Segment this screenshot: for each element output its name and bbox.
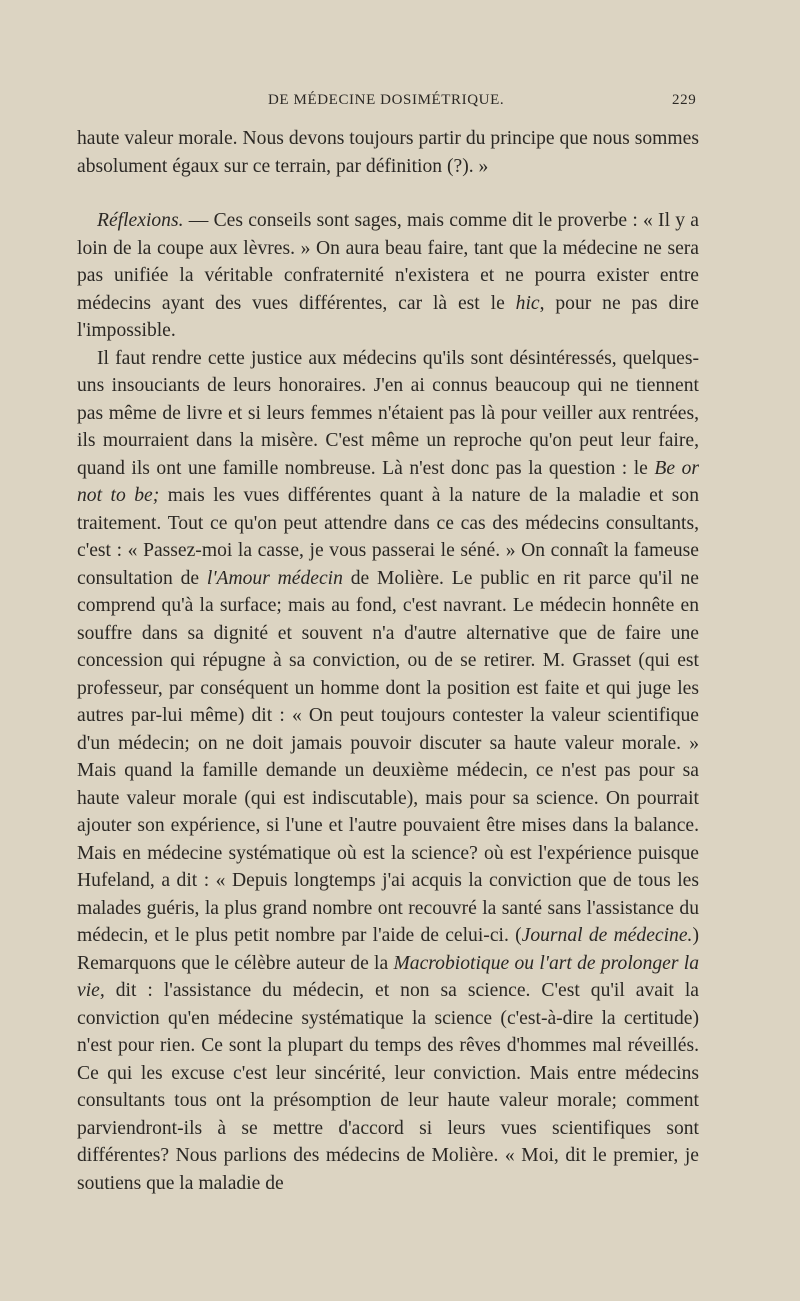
body-text <box>77 125 699 1197</box>
paragraph-gap <box>77 180 699 207</box>
text-run: Il faut rendre cette justice aux médecins qu'ils sont désintéressés, quelques-uns insouciants de leurs honoraires. J'en ai connus beaucoup qui ne tiennent pas même de livre et si leurs femmes n'étaient pas là pour veiller aux rentrées, ils mourraient dans la misère. C'est même un reproche qu'on peut leur faire, quand ils ont une famille nombreuse. Là n'est donc pas la question : le <box>77 347 699 479</box>
page-number: 229 <box>672 92 697 108</box>
italic-journal: Journal de médecine. <box>521 925 693 946</box>
text-run: de Molière. Le public en rit parce qu'il ne comprend qu'à la surface; mais au fond, c'est navrant. Le médecin honnête en souffre dans sa dignité et souvent n'a d'autre alternative que de faire une concession qui répugne à sa conviction, ou de se retirer. M. Grasset (qui est professeur, par conséquent un homme dont la position est faite et qui juge les autres par-lui même) dit : « On peut toujours contester la valeur scientifique d'un médecin; on ne doit jamais pouvoir discuter sa haute valeur morale. » Mais quand la famille demande un deuxième médecin, ce n'est pas pour sa haute valeur morale (qui est indiscutable), mais pour sa science. On pourrait ajouter son expérience, si l'une et l'autre pouvaient être mises dans la balance. Mais en médecine systématique où est la science? où est l'expérience puisque Hufeland, a dit : « Depuis longtemps j'ai acquis la conviction que de tous les malades guéris, la plus grand nombre ont recouvré la santé sans l'assistance du médecin, et le plus petit nombre par l'aide de celui-ci. ( <box>77 567 700 946</box>
reflexions-label: Réflexions. <box>97 210 184 231</box>
italic-amour-medecin: l'Amour médecin <box>206 567 343 589</box>
running-title: DE MÉDECINE DOSIMÉTRIQUE. <box>268 92 505 108</box>
paragraph-main <box>77 345 699 1198</box>
paragraph-reflexions <box>77 207 699 345</box>
italic-macrobiotique: Macrobiotique ou l'art de prolonger la vie, <box>77 952 699 1001</box>
text-run: ) Remarquons que le célèbre auteur de la <box>77 925 699 974</box>
text-run: — Ces conseils sont sages, mais comme dit le proverbe : « Il y a loin de la coupe aux lèvres. » On aura beau faire, tant que la médecine ne sera pas unifiée la véritable confraternité n'existera et ne pourra exister entre médecins ayant des vues différentes, car là est le <box>77 210 699 314</box>
italic-be-or-not: Be or not to be; <box>77 457 699 506</box>
running-header <box>0 92 800 112</box>
italic-hic: hic <box>515 292 540 314</box>
paragraph-continued: haute valeur morale. Nous devons toujours partir du principe que nous sommes absolument égaux sur ce terrain, par définition (?). » <box>77 128 699 177</box>
text-run: dit : l'assistance du médecin, et non sa science. C'est qu'il avait la conviction qu'en médecine systématique la science (c'est-à-dire la certitude) n'est pour rien. Ce sont la plupart du temps des rêves d'hommes mal réveillés. Ce qui les excuse c'est leur sincérité, leur conviction. Mais entre médecins consultants tous ont la présomption de leur haute valeur morale; comment parviendront-ils à se mettre d'accord si leurs vues scientifiques sont différentes? Nous parlions des médecins de Molière. « Moi, dit le premier, je soutiens que la maladie de <box>77 980 699 1194</box>
text-run: , pour ne pas dire l'impossible. <box>77 292 699 341</box>
text-run: mais les vues différentes quant à la nature de la maladie et son traitement. Tout ce qu'on peut attendre dans ce cas des médecins consultants, c'est : « Passez-moi la casse, je vous passerai le séné. » On connaît la fameuse consultation de <box>77 485 699 589</box>
